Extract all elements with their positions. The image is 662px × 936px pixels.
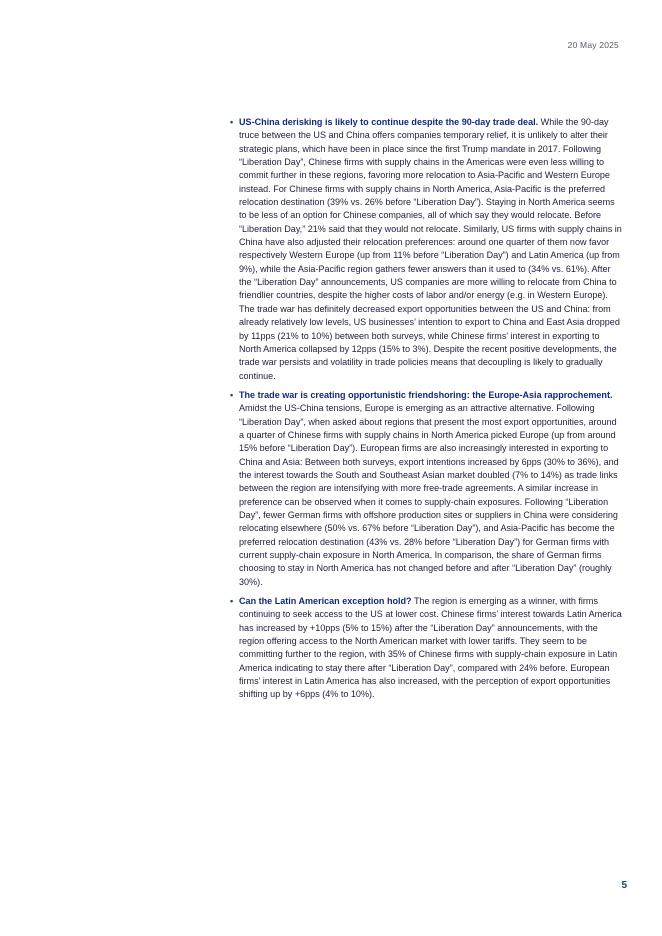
- header-date: 20 May 2025: [567, 40, 619, 50]
- bullet-lead: The trade war is creating opportunistic friendshoring: the Europe-Asia rapprochement.: [239, 389, 613, 400]
- bullet-friendshoring: [230, 389, 622, 589]
- bullet-dot-icon: •: [230, 389, 234, 400]
- page-number: 5: [621, 880, 627, 891]
- bullet-body: The region is emerging as a winner, with firms continuing to seek access to the US at lower cost. Chinese firms’ interest towards Latin America has increased by +10pps (5% to 15%) after the “Liberation Day” announcements, with the region offering access to the North American market with lower tariffs. They seem to be committing further to the region, with 35% of Chinese firms with supply-chain exposure in Latin America indicating to stay there after “Liberation Day”, compared with 24% before. European firms’ interest in Latin America has also increased, with the perception of export opportunities shifting up by +6pps (4% to 10%).: [239, 596, 622, 700]
- bullet-body: While the 90-day truce between the US and China offers companies temporary relief, it is unlikely to alter their strategic plans, which have been in place since the first Trump mandate in 2017. Following “Liberation Day”, Chinese firms with supply chains in the Americas were even less willing to commit further in these regions, favoring more relocation to Asia-Pacific and Western Europe instead. For Chinese firms with supply chains in North America, Asia-Pacific is the preferred relocation destination (39% vs. 26% before “Liberation Day”). Staying in North America seems to be less of an option for Chinese companies, all of which say they would relocate. Before “Liberation Day,” 21% said that they would not relocate. Similarly, US firms with supply chains in China have also adjusted their relocation preferences: around one quarter of them now favor respectively Western Europe (up from 11% before “Liberation Day”) and Latin America (up from 9%), while the Asia-Pacific region gathers fewer answers than it used to (34% vs. 61%). After the “Liberation Day” announcements, US companies are more willing to relocate from China to friendlier countries, despite the higher costs of labor and/or energy (e.g. in Western Europe). The trade war has definitely decreased export opportunities between the US and China: from already relatively low levels, US businesses’ intention to export to China and East Asia dropped by 11pps (21% to 10%) between both surveys, while Chinese firms’ interest in exporting to North America collapsed by 12pps (15% to 3%). Despite the recent positive developments, the trade war persists and volatility in trade policies means that decoupling is likely to gradually continue.: [239, 117, 622, 381]
- bullet-lead: US-China derisking is likely to continue despite the 90-day trade deal.: [239, 117, 539, 127]
- bullet-lead: Can the Latin American exception hold?: [239, 596, 412, 607]
- main-content: [230, 116, 622, 708]
- bullet-dot-icon: •: [230, 596, 234, 607]
- bullet-us-china-derisking: [230, 116, 622, 383]
- bullet-body: Amidst the US-China tensions, Europe is emerging as an attractive alternative. Following “Liberation Day”, when asked about regions that present the most export opportunities, around a quarter of Chinese firms with supply chains in North America picked Europe (up from around 15% before “Liberation Day”). European firms are also increasingly interested in exporting to China and Asia: Between both surveys, export intentions increased by 6pps (30% to 36%), and the interest towards the South and Southeast Asian market doubled (7% to 14%) as trade links between the region are intensifying with more free-trade agreements. A similar increase in preference can be observed when it comes to supply-chain exposures. Following “Liberation Day”, fewer German firms with offshore production sites or suppliers in China were considering relocating elsewhere (50% vs. 67% before “Liberation Day”), and Asia-Pacific has become the preferred relocation destination (43% vs. 28% before “Liberation Day”) for German firms with current supply-chain exposure in North America. In comparison, the share of German firms choosing to stay in North America has not changed before and after “Liberation Day” (roughly 30%).: [239, 403, 619, 587]
- bullet-dot-icon: •: [230, 117, 234, 127]
- bullet-latin-america: [230, 595, 622, 702]
